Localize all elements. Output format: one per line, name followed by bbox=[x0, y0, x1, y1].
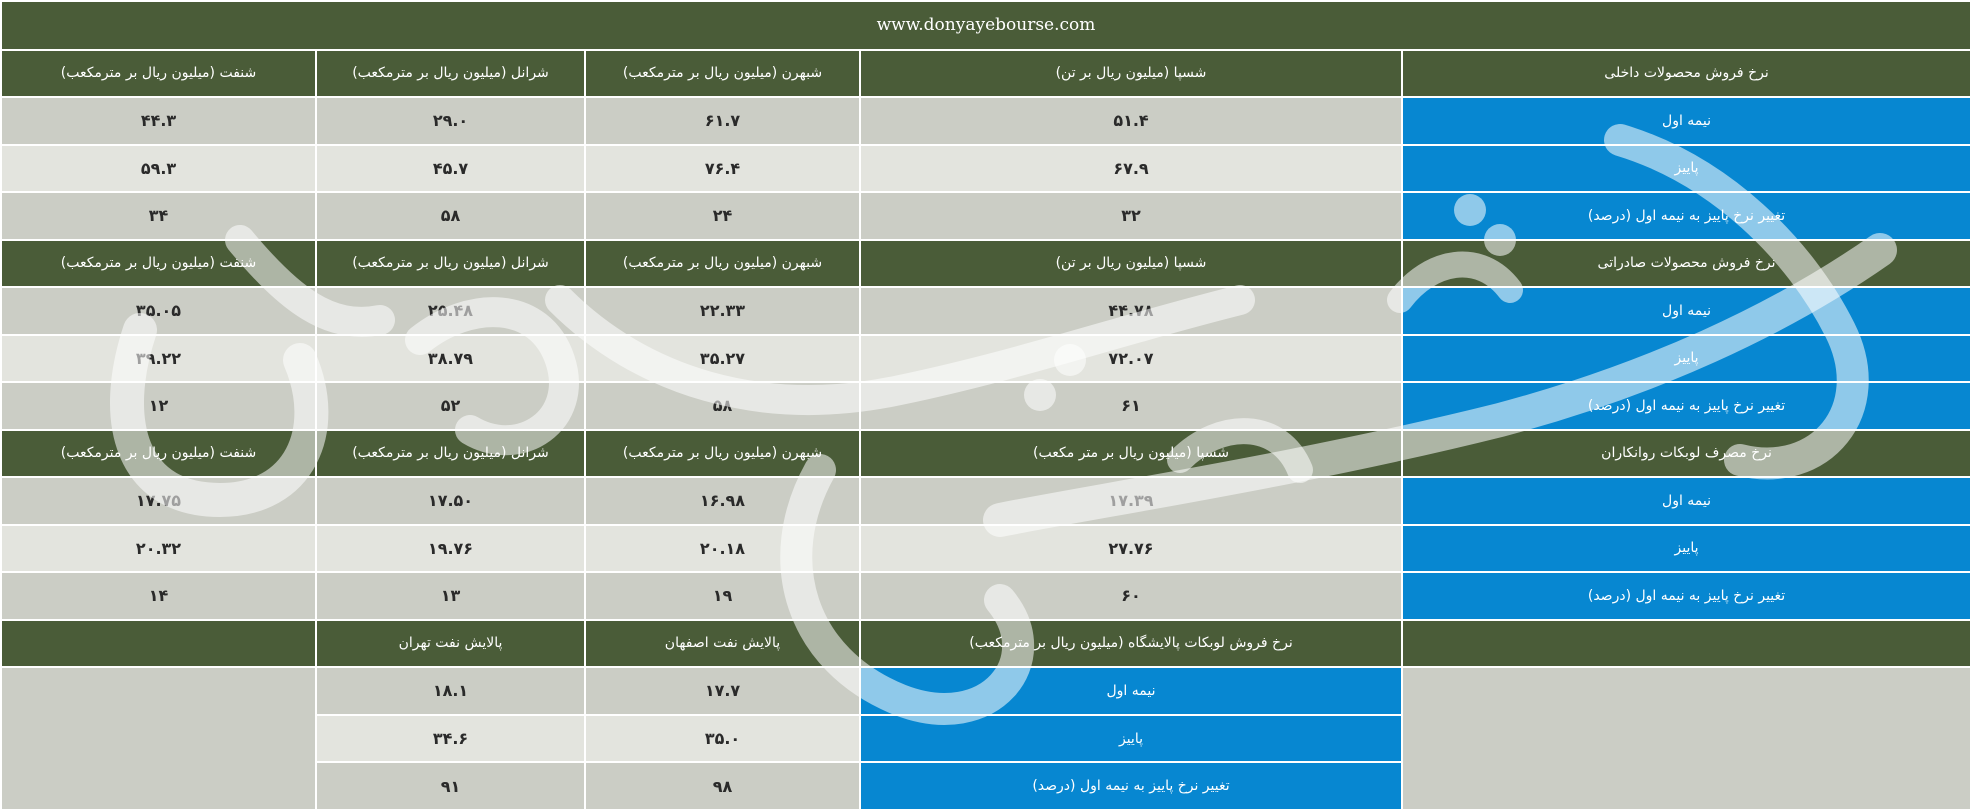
value-cell: ۶۷.۹ bbox=[860, 145, 1402, 193]
value-cell: ۵۱.۴ bbox=[860, 97, 1402, 145]
empty-cell bbox=[1402, 667, 1970, 810]
column-header: شنفت (میلیون ریال بر مترمکعب) bbox=[1, 50, 316, 98]
value-cell: ۴۵.۷ bbox=[316, 145, 585, 193]
value-cell: ۴۴.۷۸ bbox=[860, 287, 1402, 335]
column-header: شنفت (میلیون ریال بر مترمکعب) bbox=[1, 240, 316, 288]
column-header: شرانل (میلیون ریال بر مترمکعب) bbox=[316, 240, 585, 288]
value-cell: ۳۹.۲۲ bbox=[1, 335, 316, 383]
section-header-row bbox=[1, 240, 1970, 288]
row-label: تغییر نرخ پاییز به نیمه اول (درصد) bbox=[1402, 192, 1970, 240]
empty-cell bbox=[1402, 620, 1970, 668]
section-header-row bbox=[1, 620, 1970, 668]
value-cell: ۱۶.۹۸ bbox=[585, 477, 860, 525]
column-header: شسپا (میلیون ریال بر متر مکعب) bbox=[860, 430, 1402, 478]
value-cell: ۱۲ bbox=[1, 382, 316, 430]
table-row bbox=[1, 287, 1970, 335]
row-label: پاییز bbox=[1402, 145, 1970, 193]
section-header-row bbox=[1, 430, 1970, 478]
value-cell: ۲۰.۱۸ bbox=[585, 525, 860, 573]
value-cell: ۳۵.۰ bbox=[585, 715, 860, 763]
column-header: شبهرن (میلیون ریال بر مترمکعب) bbox=[585, 430, 860, 478]
section-title: نرخ مصرف لوبکات روانکاران bbox=[1402, 430, 1970, 478]
table-row bbox=[1, 192, 1970, 240]
site-title: www.donyayebourse.com bbox=[1, 1, 1970, 50]
row-label: تغییر نرخ پاییز به نیمه اول (درصد) bbox=[860, 762, 1402, 810]
row-label: نیمه اول bbox=[1402, 477, 1970, 525]
table-row bbox=[1, 97, 1970, 145]
column-header: شسپا (میلیون ریال بر تن) bbox=[860, 240, 1402, 288]
table-row bbox=[1, 335, 1970, 383]
column-header: شسپا (میلیون ریال بر تن) bbox=[860, 50, 1402, 98]
value-cell: ۱۹ bbox=[585, 572, 860, 620]
value-cell: ۶۰ bbox=[860, 572, 1402, 620]
value-cell: ۵۲ bbox=[316, 382, 585, 430]
value-cell: ۳۸.۷۹ bbox=[316, 335, 585, 383]
value-cell: ۱۹.۷۶ bbox=[316, 525, 585, 573]
section-header-row bbox=[1, 50, 1970, 98]
table-row bbox=[1, 145, 1970, 193]
column-header: شرانل (میلیون ریال بر مترمکعب) bbox=[316, 430, 585, 478]
column-header: شنفت (میلیون ریال بر مترمکعب) bbox=[1, 430, 316, 478]
value-cell: ۲۲.۳۳ bbox=[585, 287, 860, 335]
table-row bbox=[1, 477, 1970, 525]
section-title: نرخ فروش محصولات داخلی bbox=[1402, 50, 1970, 98]
value-cell: ۳۴.۶ bbox=[316, 715, 585, 763]
value-cell: ۶۱ bbox=[860, 382, 1402, 430]
table-row bbox=[1, 572, 1970, 620]
value-cell: ۱۷.۵۰ bbox=[316, 477, 585, 525]
row-label: نیمه اول bbox=[1402, 287, 1970, 335]
column-header: پالایش نفت اصفهان bbox=[585, 620, 860, 668]
section-title: نرخ فروش محصولات صادراتی bbox=[1402, 240, 1970, 288]
value-cell: ۲۵.۴۸ bbox=[316, 287, 585, 335]
empty-cell bbox=[1, 667, 316, 810]
row-label: پاییز bbox=[1402, 525, 1970, 573]
value-cell: ۲۰.۳۲ bbox=[1, 525, 316, 573]
column-header: پالایش نفت تهران bbox=[316, 620, 585, 668]
value-cell: ۳۲ bbox=[860, 192, 1402, 240]
value-cell: ۲۴ bbox=[585, 192, 860, 240]
table-row bbox=[1, 525, 1970, 573]
value-cell: ۵۸ bbox=[316, 192, 585, 240]
value-cell: ۱۴ bbox=[1, 572, 316, 620]
value-cell: ۷۶.۴ bbox=[585, 145, 860, 193]
value-cell: ۲۷.۷۶ bbox=[860, 525, 1402, 573]
section-title: نرخ فروش لوبکات پالایشگاه (میلیون ریال بر مترمکعب) bbox=[860, 620, 1402, 668]
value-cell: ۱۳ bbox=[316, 572, 585, 620]
row-label: تغییر نرخ پاییز به نیمه اول (درصد) bbox=[1402, 572, 1970, 620]
row-label: نیمه اول bbox=[1402, 97, 1970, 145]
column-header: شرانل (میلیون ریال بر مترمکعب) bbox=[316, 50, 585, 98]
value-cell: ۴۴.۳ bbox=[1, 97, 316, 145]
table-row bbox=[1, 667, 1970, 715]
value-cell: ۷۲.۰۷ bbox=[860, 335, 1402, 383]
row-label: پاییز bbox=[1402, 335, 1970, 383]
row-label: تغییر نرخ پاییز به نیمه اول (درصد) bbox=[1402, 382, 1970, 430]
value-cell: ۳۵.۰۵ bbox=[1, 287, 316, 335]
row-label: نیمه اول bbox=[860, 667, 1402, 715]
value-cell: ۹۸ bbox=[585, 762, 860, 810]
value-cell: ۲۹.۰ bbox=[316, 97, 585, 145]
value-cell: ۱۷.۷ bbox=[585, 667, 860, 715]
value-cell: ۳۵.۲۷ bbox=[585, 335, 860, 383]
value-cell: ۱۷.۳۹ bbox=[860, 477, 1402, 525]
value-cell: ۵۹.۳ bbox=[1, 145, 316, 193]
column-header: شبهرن (میلیون ریال بر مترمکعب) bbox=[585, 240, 860, 288]
value-cell: ۹۱ bbox=[316, 762, 585, 810]
value-cell: ۶۱.۷ bbox=[585, 97, 860, 145]
row-label: پاییز bbox=[860, 715, 1402, 763]
empty-cell bbox=[1, 620, 316, 668]
value-cell: ۵۸ bbox=[585, 382, 860, 430]
column-header: شبهرن (میلیون ریال بر مترمکعب) bbox=[585, 50, 860, 98]
value-cell: ۱۸.۱ bbox=[316, 667, 585, 715]
value-cell: ۱۷.۷۵ bbox=[1, 477, 316, 525]
table-row bbox=[1, 382, 1970, 430]
value-cell: ۳۴ bbox=[1, 192, 316, 240]
